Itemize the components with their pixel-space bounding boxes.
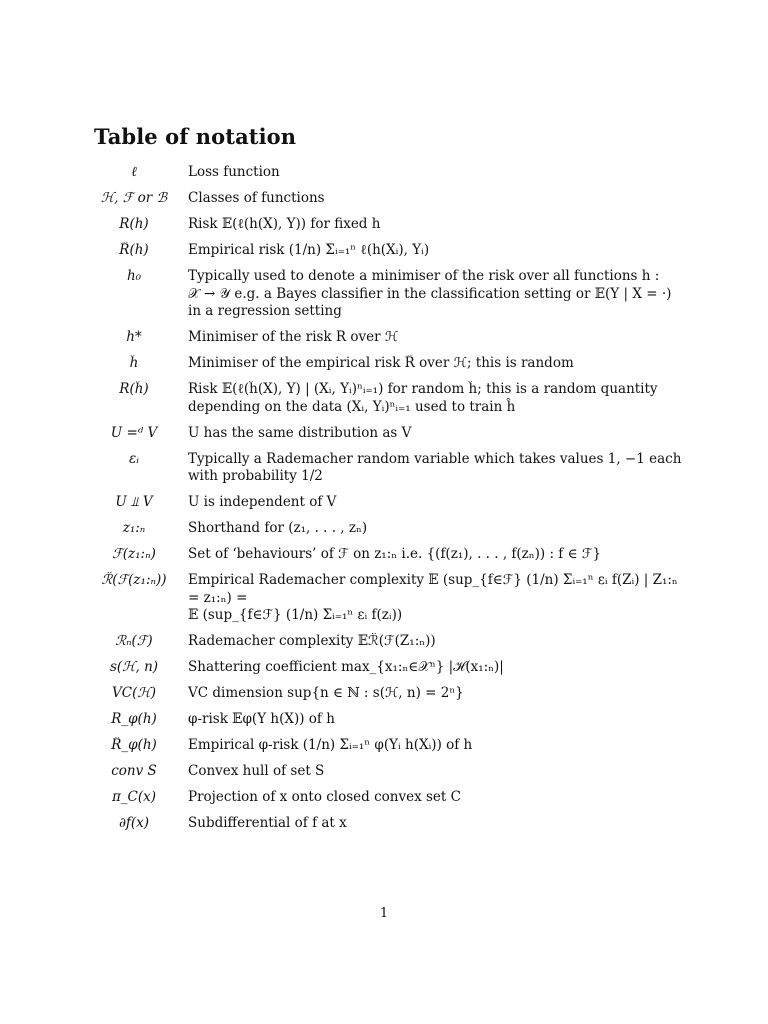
notation-symbol: VC(ℋ) xyxy=(112,685,156,701)
notation-description: Subdifferential of f at x xyxy=(188,815,347,831)
notation-symbol: R̂_φ(h) xyxy=(111,737,157,753)
notation-description: U is independent of V xyxy=(188,494,337,510)
notation-description: Set of ‘behaviours’ of ℱ on z₁:ₙ i.e. {(f(z₁), . . . , f(zₙ)) : f ∈ ℱ} xyxy=(188,546,602,562)
notation-description: Minimiser of the empirical risk R̂ over ℋ; this is random xyxy=(188,355,574,371)
notation-description: Minimiser of the risk R over ℋ xyxy=(188,329,399,345)
notation-description: Loss function xyxy=(188,164,280,180)
notation-symbol: R(ĥ) xyxy=(119,381,149,397)
notation-row xyxy=(82,815,682,833)
notation-description: Rademacher complexity 𝔼ℛ̂(ℱ(Z₁:ₙ)) xyxy=(188,633,436,649)
notation-description: Convex hull of set S xyxy=(188,763,325,779)
notation-row xyxy=(82,633,682,651)
notation-description: Risk 𝔼(ℓ(ĥ(X), Y) | (Xᵢ, Yᵢ)ⁿᵢ₌₁) for random ĥ; this is a random quantity depending on the data (Xᵢ, Yᵢ)ⁿᵢ₌₁ used to train ĥ xyxy=(188,381,658,415)
notation-row xyxy=(82,425,682,443)
notation-description: Empirical Rademacher complexity 𝔼 (sup_{f∈ℱ} (1/n) Σᵢ₌₁ⁿ εᵢ f(Zᵢ) | Z₁:ₙ = z₁:ₙ) = 𝔼 (sup_{f∈ℱ} (1/n) Σᵢ₌₁ⁿ εᵢ f(zᵢ)) xyxy=(188,572,678,623)
page-title: Table of notation xyxy=(94,124,297,149)
notation-symbol: U =ᵈ V xyxy=(110,424,158,441)
notation-symbol: z₁:ₙ xyxy=(122,520,146,536)
page-number: 1 xyxy=(379,906,389,921)
notation-row xyxy=(82,451,682,486)
notation-symbol: U ⫫ V xyxy=(115,494,153,510)
notation-symbol: π_C(x) xyxy=(111,789,157,805)
notation-symbol: R(h) xyxy=(119,216,149,232)
notation-description: Typically used to denote a minimiser of the risk over all functions h : 𝒳 → 𝒴 e.g. a Bayes classifier in the classification setting or 𝔼(Y | X = ·) in a regression setting xyxy=(188,268,672,319)
notation-symbol: ℓ xyxy=(131,164,137,180)
notation-description: Shattering coefficient max_{x₁:ₙ∈𝒳ⁿ} |ℋ(x₁:ₙ)| xyxy=(188,659,504,675)
notation-symbol: ∂f(x) xyxy=(118,815,150,831)
notation-symbol: h* xyxy=(126,329,142,345)
notation-symbol: εᵢ xyxy=(129,450,139,467)
notation-description: U has the same distribution as V xyxy=(188,424,412,441)
notation-description: Empirical φ-risk (1/n) Σᵢ₌₁ⁿ φ(Yᵢ h(Xᵢ)) of h xyxy=(188,737,473,753)
notation-row xyxy=(82,494,682,512)
notation-description: Projection of x onto closed convex set C xyxy=(188,789,461,805)
notation-symbol: ĥ xyxy=(129,355,139,371)
notation-row xyxy=(82,268,682,321)
notation-description: VC dimension sup{n ∈ ℕ : s(ℋ, n) = 2ⁿ} xyxy=(188,685,464,701)
notation-row xyxy=(82,520,682,538)
notation-row xyxy=(82,789,682,807)
notation-row xyxy=(82,659,682,677)
notation-description: Typically a Rademacher random variable which takes values 1, −1 each with probability 1/2 xyxy=(188,450,682,484)
notation-row xyxy=(82,572,682,625)
notation-row xyxy=(82,763,682,781)
notation-symbol: h₀ xyxy=(126,268,142,284)
notation-symbol: ℋ, ℱ or ℬ xyxy=(100,190,168,206)
notation-row xyxy=(82,216,682,234)
notation-description: φ-risk 𝔼φ(Y h(X)) of h xyxy=(188,711,335,727)
notation-symbol: ℛₙ(ℱ) xyxy=(115,633,153,649)
notation-symbol: conv S xyxy=(111,763,157,779)
notation-symbol: ℛ̂(ℱ(z₁:ₙ)) xyxy=(101,572,167,588)
notation-row xyxy=(82,190,682,208)
notation-row xyxy=(82,685,682,703)
notation-description: Risk 𝔼(ℓ(h(X), Y)) for fixed h xyxy=(188,216,381,232)
notation-table xyxy=(82,164,682,850)
notation-row xyxy=(82,355,682,373)
notation-description: Shorthand for (z₁, . . . , zₙ) xyxy=(188,520,368,536)
notation-symbol: s(ℋ, n) xyxy=(109,659,159,675)
notation-description: Empirical risk (1/n) Σᵢ₌₁ⁿ ℓ(h(Xᵢ), Yᵢ) xyxy=(188,242,430,258)
notation-row xyxy=(82,329,682,347)
notation-row xyxy=(82,737,682,755)
notation-symbol: ℱ(z₁:ₙ) xyxy=(112,546,156,562)
notation-description: Classes of functions xyxy=(188,190,325,206)
notation-symbol: R_φ(h) xyxy=(111,711,157,727)
notation-symbol: R̂(h) xyxy=(119,242,149,258)
notation-row xyxy=(82,164,682,182)
notation-row xyxy=(82,711,682,729)
notation-row xyxy=(82,381,682,416)
notation-row xyxy=(82,546,682,564)
notation-row xyxy=(82,242,682,260)
